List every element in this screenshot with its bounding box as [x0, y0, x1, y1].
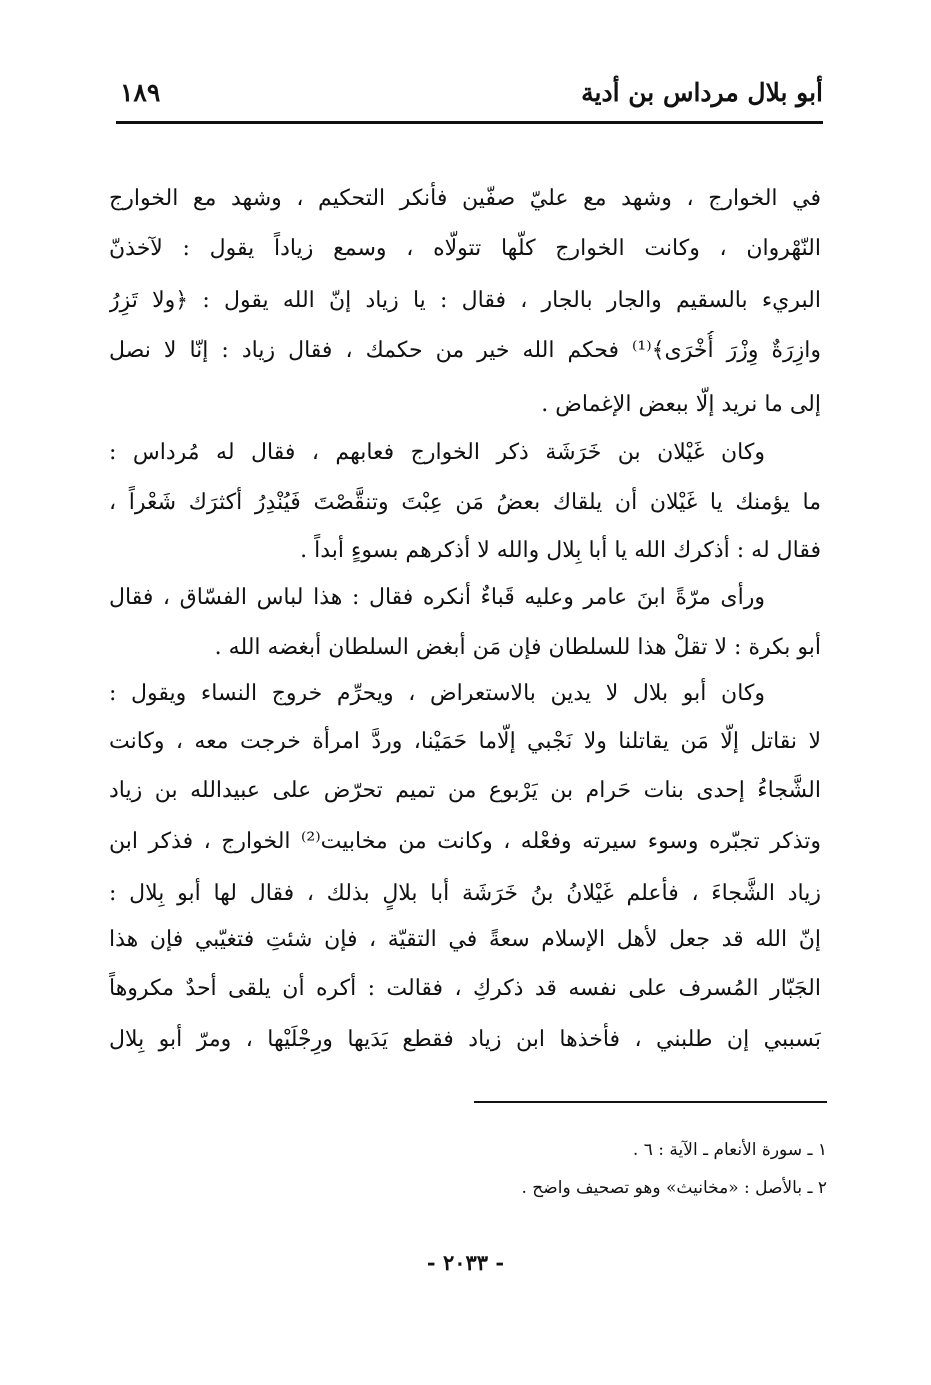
footnote-rule [474, 1101, 827, 1103]
text-line: الجَبّار المُسرف على نفسه قد ذكركِ ، فقالت : أكره أن يلقى أحدٌ مكروهاً [109, 976, 821, 1001]
text-line: البريء بالسقيم والجار بالجار ، فقال : يا زياد إنّ الله يقول : ﴿ولا تَزِرُ [109, 288, 821, 313]
text-line: لا نقاتل إلّا مَن يقاتلنا ولا نَجْبي إلّاما حَمَيْنا، وردَّ امرأة خرجت معه ، وكانت [109, 729, 821, 754]
header-rule [116, 121, 823, 124]
folio-number: - ٢٠٣٣ - [426, 1250, 505, 1275]
text-line: إنّ الله قد جعل لأهل الإسلام سعةً في التقيّة ، فإن شئتِ فتغيّبي فإن هذا [109, 927, 821, 952]
text-line: ورأى مرّةً ابنَ عامر وعليه قَباءٌ أنكره فقال : هذا لباس الفسّاق ، فقال [109, 585, 765, 610]
text-line: في الخوارج ، وشهد مع عليّ صفّين فأنكر التحكيم ، وشهد مع الخوارج [109, 186, 821, 211]
footnote: ١ ـ سورة الأنعام ـ الآية : ٦ . [632, 1140, 827, 1160]
text-line: فقال له : أذكرك الله يا أبا بِلال والله لا أذكرهم بسوءٍ أبداً . [300, 538, 821, 563]
header-title: أبو بلال مرداس بن أدية [581, 78, 823, 107]
text-line: وتذكر تجبّره وسوء سيرته وفعْله ، وكانت من مخابيت⁽²⁾ الخوارج ، فذكر ابن [109, 829, 821, 854]
text-line: وازِرَةٌ وِزْرَ أُخْرَى﴾⁽¹⁾ فحكم الله خير من حكمك ، فقال زياد : إنّا لا نصل [109, 338, 821, 363]
text-line: زياد الشَّجاءَ ، فأعلم غَيْلانُ بنُ خَرَشَة أبا بلالٍ بذلك ، فقال لها أبو بِلال : [109, 881, 821, 906]
text-line: ما يؤمنك يا غَيْلان أن يلقاك بعضُ مَن عِبْتَ وتنقَّصْتَ فَيُنْدِرُ أكثرَك شَعْراً ، [109, 490, 821, 515]
text-line: الشَّجاءُ إحدى بنات حَرام بن يَرْبوع من تميم تحرّض على عبيدالله بن زياد [109, 778, 821, 803]
text-line: أبو بكرة : لا تقلْ هذا للسلطان فإن مَن أبغض السلطان أبغضه الله . [214, 635, 821, 660]
page-number: ١٨٩ [120, 78, 161, 107]
text-line: بَسببي إن طلبني ، فأخذها ابن زياد فقطع يَدَيها ورِجْلَيْها ، ومرّ أبو بِلال [109, 1027, 821, 1052]
footnote: ٢ ـ بالأصل : «مخانيث» وهو تصحيف واضح . [521, 1178, 827, 1198]
text-line: وكان غَيْلان بن خَرَشَة ذكر الخوارج فعابهم ، فقال له مُرداس : [109, 440, 765, 465]
text-line: إلى ما نريد إلّا ببعض الإغماض . [541, 392, 821, 417]
text-line: وكان أبو بلال لا يدين بالاستعراض ، ويحرِّم خروج النساء ويقول : [109, 681, 765, 706]
running-header [116, 78, 823, 118]
text-line: النّهْروان ، وكانت الخوارج كلّها تتولّاه ، وسمع زياداً يقول : لآخذنّ [109, 236, 821, 261]
